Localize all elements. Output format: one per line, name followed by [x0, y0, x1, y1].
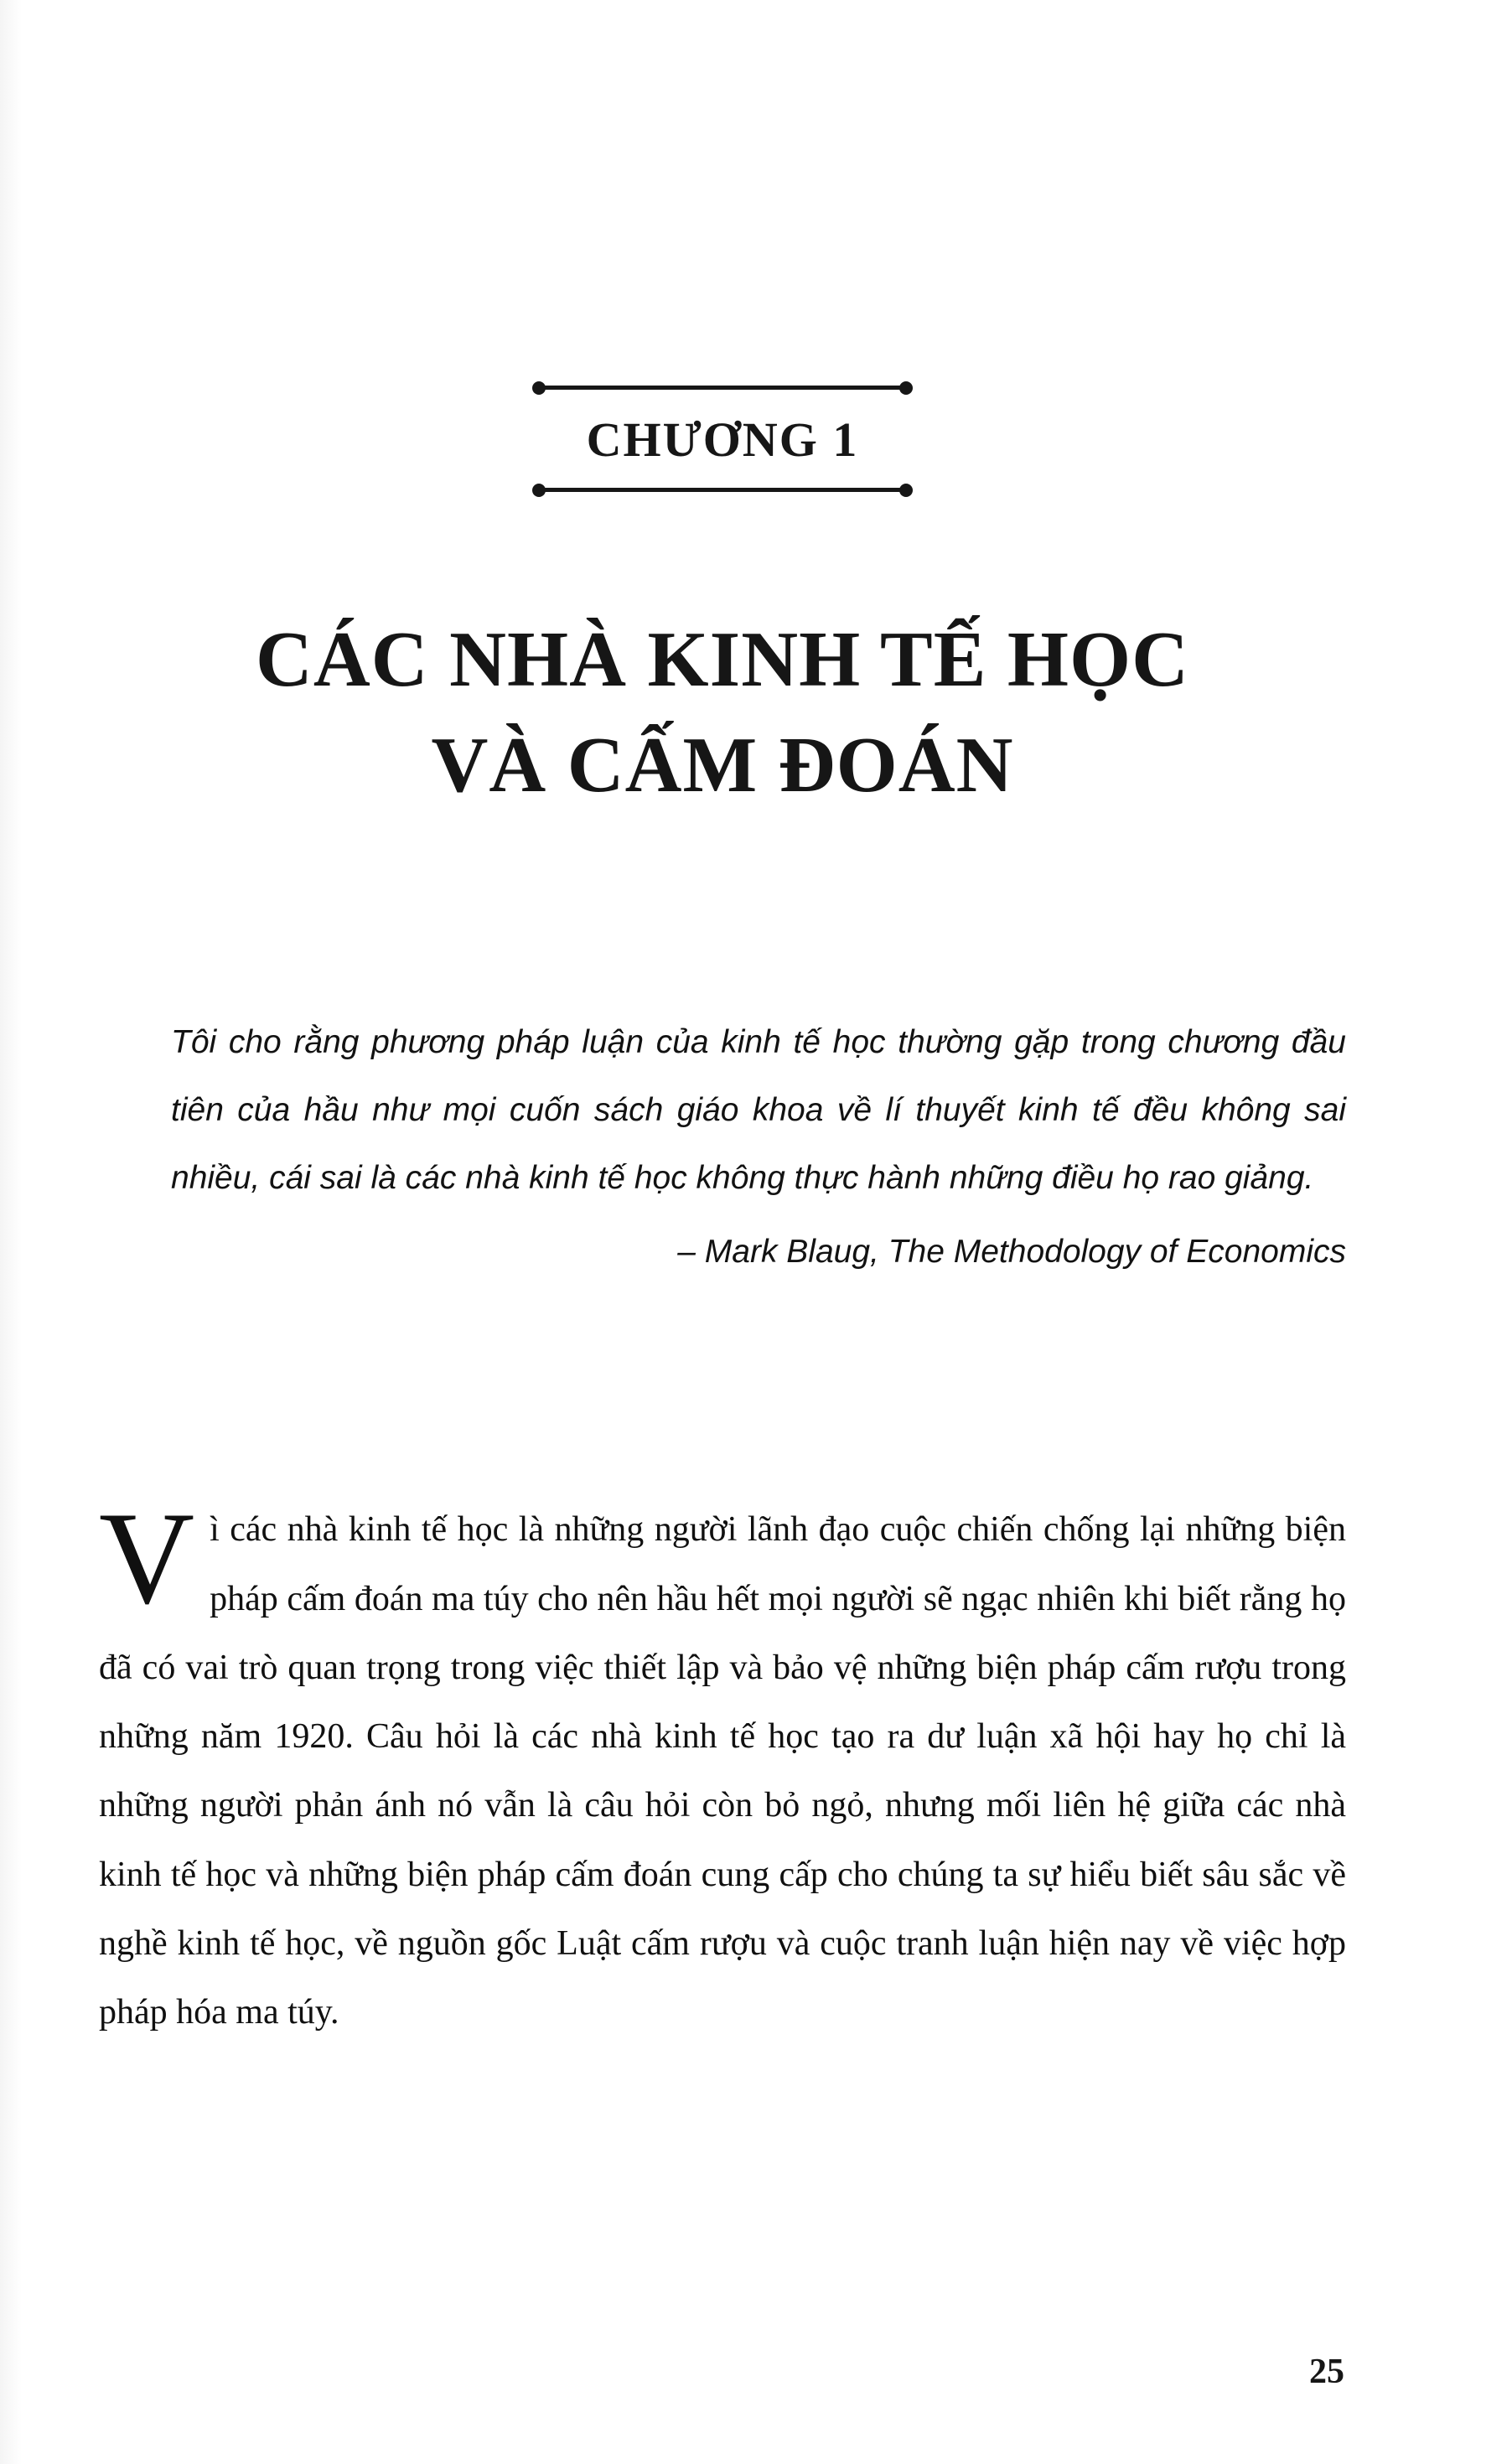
- body-paragraph-text: ì các nhà kinh tế học là những người lãnh đạo cuộc chiến chống lại những biện pháp cấm đoán ma túy cho nên hầu hết mọi người sẽ ngạc nhiên khi biết rằng họ đã có vai trò quan trọng trong việc thiết lập và bảo vệ những biện pháp cấm rượu trong những năm 1920. Câu hỏi là các nhà kinh tế học tạo ra dư luận xã hội hay họ chỉ là những người phản ánh nó vẫn là câu hỏi còn bỏ ngỏ, nhưng mối liên hệ giữa các nhà kinh tế học và những biện pháp cấm đoán cung cấp cho chúng ta sự hiểu biết sâu sắc về nghề kinh tế học, về nguồn gốc Luật cấm rượu và cuộc tranh luận hiện nay về việc hợp pháp hóa ma túy.: [99, 1510, 1346, 2032]
- page-number: 25: [1309, 2353, 1344, 2391]
- chapter-title-line2: VÀ CẤM ĐOÁN: [431, 721, 1014, 809]
- dropcap-letter: V: [99, 1485, 195, 1633]
- epigraph-attribution: – Mark Blaug, The Methodology of Economics: [677, 1234, 1346, 1271]
- chapter-title-line1: CÁC NHÀ KINH TẾ HỌC: [255, 616, 1190, 703]
- epigraph-quote: Tôi cho rằng phương pháp luận của kinh tế học thường gặp trong chương đầu tiên của hầu như mọi cuốn sách giáo khoa về lí thuyết kinh tế đều không sai nhiều, cái sai là các nhà kinh tế học không thực hành những điều họ rao giảng.: [171, 1023, 1346, 1197]
- chapter-rule-top: [536, 386, 909, 390]
- chapter-label: CHƯƠNG 1: [586, 412, 859, 467]
- chapter-rule-bottom: [536, 488, 909, 492]
- chapter-heading: [536, 386, 909, 492]
- chapter-title: [99, 608, 1346, 819]
- body-paragraph: [99, 1485, 1346, 2047]
